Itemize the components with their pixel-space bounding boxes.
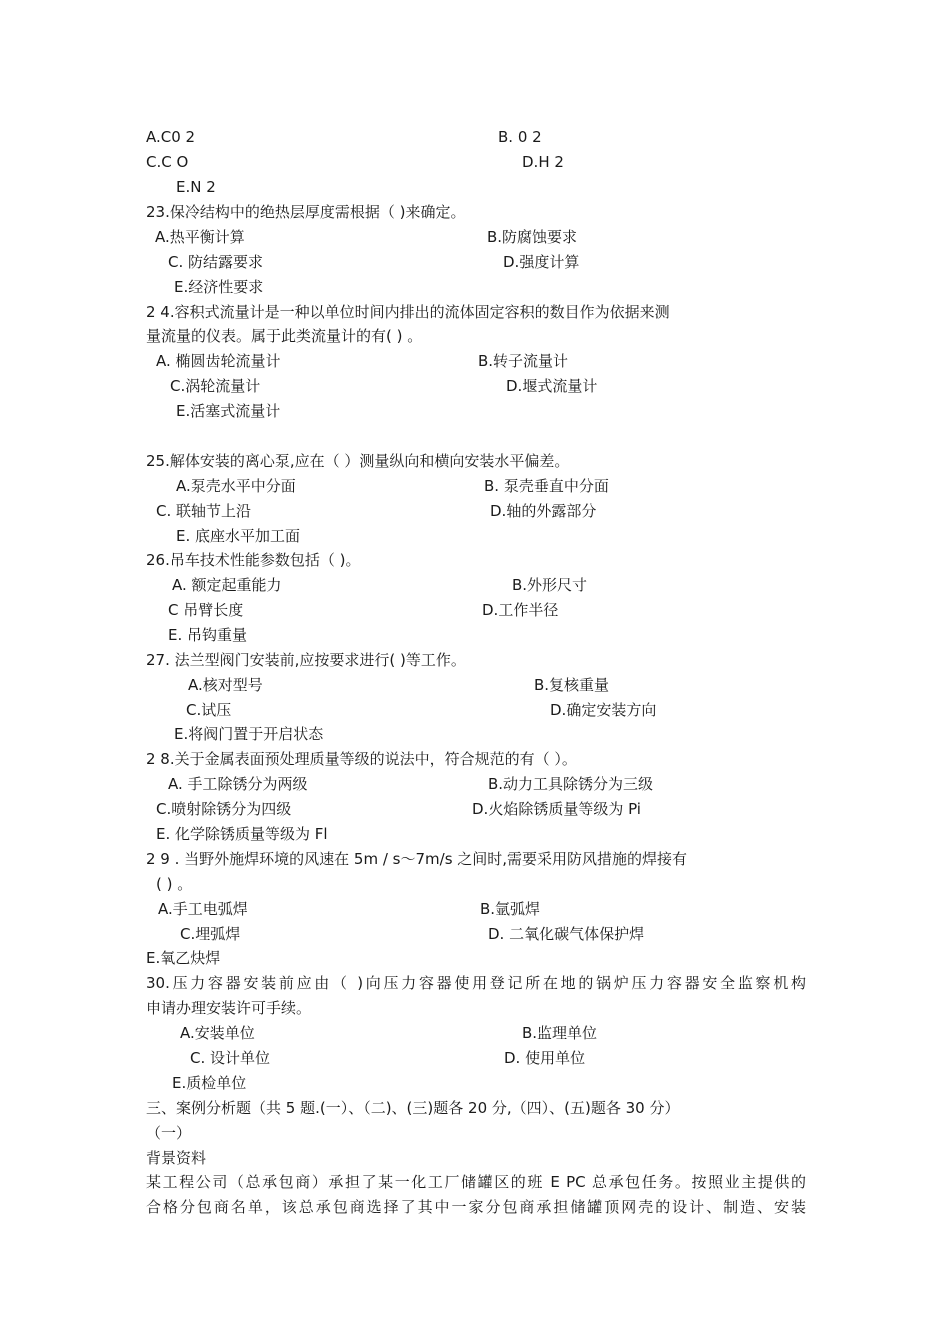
q24-option-b: B.转子流量计 xyxy=(478,352,569,370)
q22-option-c: C.C O xyxy=(146,153,189,171)
q30-option-c: C. 设计单位 xyxy=(190,1049,271,1067)
q23-stem: 23.保冷结构中的绝热层厚度需根据（ )来确定。 xyxy=(146,203,466,221)
q29-stem-line-1: 2 9 . 当野外施焊环境的风速在 5m / s～7m/s 之间时,需要采用防风措施的焊接有 xyxy=(146,850,688,868)
q30-option-e: E.质检单位 xyxy=(172,1074,247,1092)
q26-option-b: B.外形尺寸 xyxy=(512,576,588,594)
q27-option-c: C.试压 xyxy=(186,701,232,719)
q29-option-b: B.氩弧焊 xyxy=(480,900,541,918)
q29-option-a: A.手工电弧焊 xyxy=(158,900,248,918)
q30-stem-line-2: 申请办理安装许可手续。 xyxy=(146,999,312,1017)
q28-option-e: E. 化学除锈质量等级为 Fl xyxy=(156,825,328,843)
section-3-heading: 三、案例分析题（共 5 题.(一）、（二)、(三)题各 20 分,（四）、(五)题各 30 分） xyxy=(146,1099,680,1117)
q23-option-c: C. 防结露要求 xyxy=(168,253,264,271)
q24-stem-line-2: 量流量的仪表。属于此类流量计的有( ) 。 xyxy=(146,327,423,345)
q28-option-a: A. 手工除锈分为两级 xyxy=(168,775,308,793)
q26-stem: 26.吊车技术性能参数包括（ )。 xyxy=(146,551,361,569)
q29-option-e: E.氧乙炔焊 xyxy=(146,949,221,967)
q27-stem: 27. 法兰型阀门安装前,应按要求进行( )等工作。 xyxy=(146,651,466,669)
q24-option-e: E.活塞式流量计 xyxy=(176,402,281,420)
q23-option-a: A.热平衡计算 xyxy=(155,228,245,246)
q25-option-a: A.泵壳水平中分面 xyxy=(176,477,296,495)
q25-option-d: D.轴的外露部分 xyxy=(490,502,597,520)
q26-option-a: A. 额定起重能力 xyxy=(172,576,282,594)
q27-option-b: B.复核重量 xyxy=(534,676,610,694)
q22-option-b: B. 0 2 xyxy=(498,128,542,146)
q27-option-d: D.确定安装方向 xyxy=(550,701,657,719)
q25-option-e: E. 底座水平加工面 xyxy=(176,527,301,545)
q22-option-d: D.H 2 xyxy=(522,153,564,171)
q26-option-c: C 吊臂长度 xyxy=(168,601,244,619)
q25-stem: 25.解体安装的离心泵,应在（ ）测量纵向和横向安装水平偏差。 xyxy=(146,452,570,470)
q24-option-a: A. 椭圆齿轮流量计 xyxy=(156,352,281,370)
q28-option-c: C.喷射除锈分为四级 xyxy=(156,800,292,818)
background-title: 背景资料 xyxy=(146,1149,207,1167)
q22-option-a: A.C0 2 xyxy=(146,128,196,146)
q29-option-c: C.埋弧焊 xyxy=(180,925,241,943)
q24-option-c: C.涡轮流量计 xyxy=(170,377,261,395)
q23-option-d: D.强度计算 xyxy=(503,253,580,271)
q27-option-a: A.核对型号 xyxy=(188,676,263,694)
q25-option-c: C. 联轴节上沿 xyxy=(156,502,252,520)
q24-stem-line-1: 2 4.容积式流量计是一种以单位时间内排出的流体固定容积的数目作为依据来测 xyxy=(146,303,670,321)
q28-option-d: D.火焰除锈质量等级为 Pi xyxy=(472,800,641,818)
q26-option-d: D.工作半径 xyxy=(482,601,559,619)
q30-option-d: D. 使用单位 xyxy=(504,1049,586,1067)
background-para-line-1: 某工程公司（总承包商）承担了某一化工厂储罐区的班 E PC 总承包任务。按照业主提供的 xyxy=(146,1173,806,1191)
background-para-line-2: 合格分包商名单，该总承包商选择了其中一家分包商承担储罐顶网壳的设计、制造、安装 xyxy=(146,1198,806,1216)
q26-option-e: E. 吊钩重量 xyxy=(168,626,248,644)
q25-option-b: B. 泵壳垂直中分面 xyxy=(484,477,609,495)
q22-option-e: E.N 2 xyxy=(176,178,216,196)
q27-option-e: E.将阀门置于开启状态 xyxy=(174,725,324,743)
q23-option-e: E.经济性要求 xyxy=(174,278,264,296)
q29-stem-line-2: ( ) 。 xyxy=(156,875,193,893)
q28-option-b: B.动力工具除锈分为三级 xyxy=(488,775,654,793)
q23-option-b: B.防腐蚀要求 xyxy=(487,228,578,246)
q30-option-b: B.监理单位 xyxy=(522,1024,598,1042)
q28-stem: 2 8.关于金属表面预处理质量等级的说法中，符合规范的有（ ）。 xyxy=(146,750,577,768)
q30-option-a: A.安装单位 xyxy=(180,1024,255,1042)
q24-option-d: D.堰式流量计 xyxy=(506,377,598,395)
q30-stem-line-1: 30.压力容器安装前应由（ )向压力容器使用登记所在地的锅炉压力容器安全监察机构 xyxy=(146,974,806,992)
q29-option-d: D. 二氧化碳气体保护焊 xyxy=(488,925,645,943)
case-1-label: （一） xyxy=(146,1124,192,1142)
